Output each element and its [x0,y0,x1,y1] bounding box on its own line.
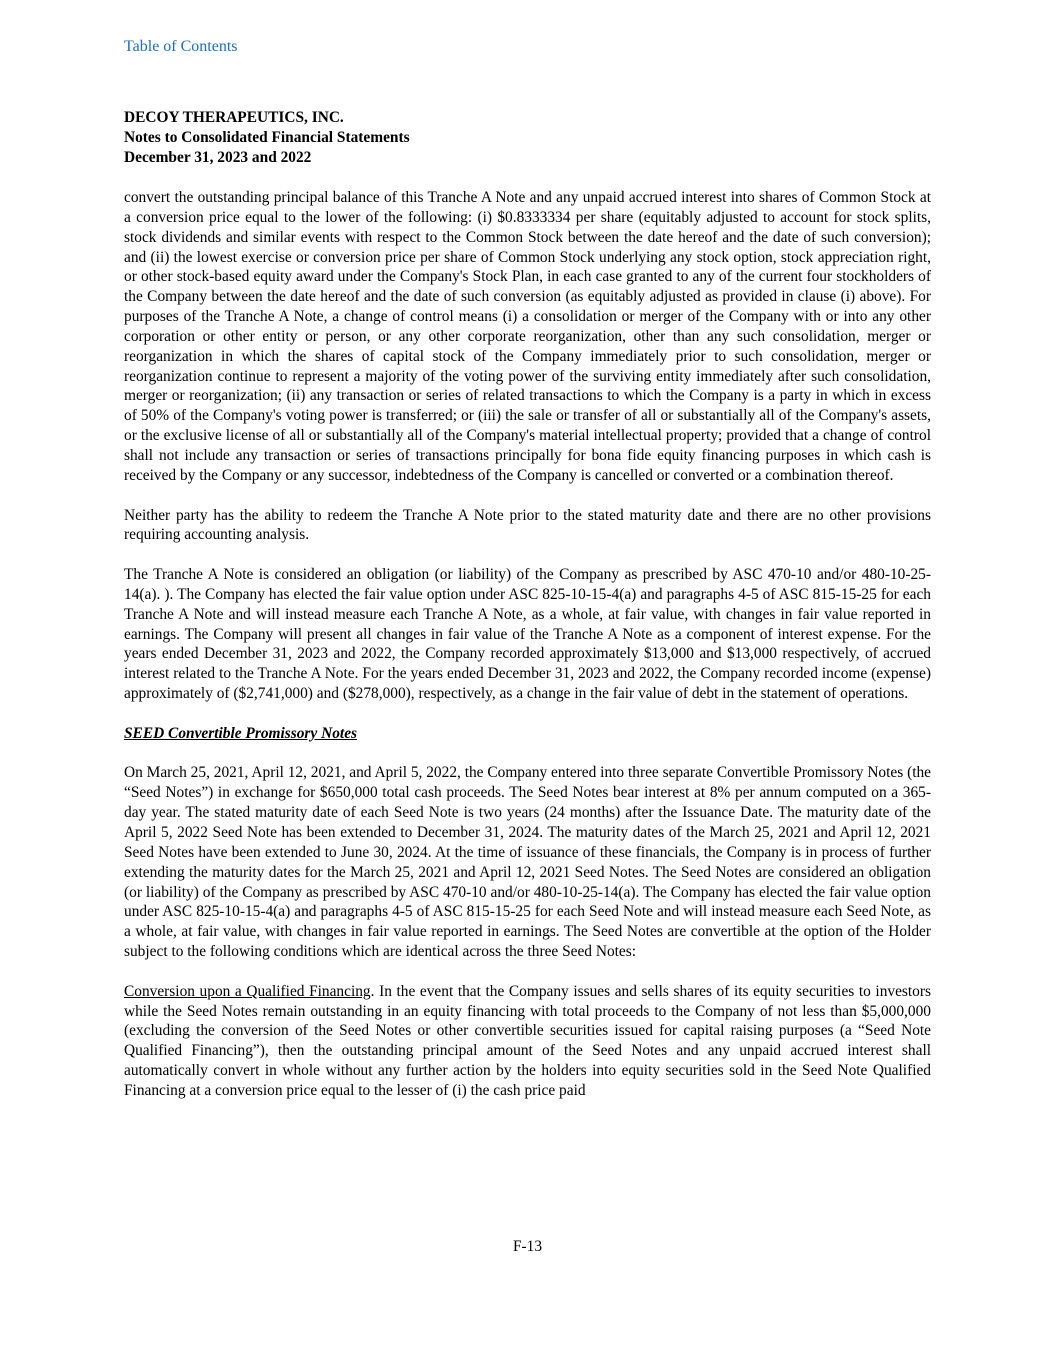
company-name: DECOY THERAPEUTICS, INC. [124,109,344,126]
document-header [124,108,931,168]
table-of-contents-link[interactable]: Table of Contents [124,38,238,55]
page-number: F-13 [512,1238,543,1255]
paragraph-qualified-financing [124,982,931,1101]
paragraph-seed-notes-overview: On March 25, 2021, April 12, 2021, and April 5, 2022, the Company entered into three separate Convertible Promissory Notes (the “Seed Notes”) in exchange for $650,000 total cash proceeds. The Seed Notes bear interest at 8% per annum computed on a 365-day year. The stated maturity date of each Seed Note is two years (24 months) after the Issuance Date. The maturity date of the April 5, 2022 Seed Note has been extended to December 31, 2024. The maturity dates of the March 25, 2021 and April 12, 2021 Seed Notes have been extended to June 30, 2024. At the time of issuance of these financials, the Company is in process of further extending the maturity dates for the March 25, 2021 and April 12, 2021 Seed Notes. The Seed Notes are considered an obligation (or liability) of the Company as prescribed by ASC 470-10 and/or 480-10-25-14(a). The Company has elected the fair value option under ASC 825-10-15-4(a) and paragraphs 4-5 of ASC 815-15-25 for each Seed Note and will instead measure each Seed Note, as a whole, at fair value, with changes in fair value reported in earnings. The Seed Notes are convertible at the option of the Holder subject to the following conditions which are identical across the three Seed Notes: [124,764,932,961]
qualified-financing-term: Conversion upon a Qualified Financing [124,982,371,1000]
paragraph-tranche-a-conversion: convert the outstanding principal balance of this Tranche A Note and any unpaid accrued interest into shares of Common Stock at a conversion price equal to the lower of the following: (i) $0.8333334 per share (equitably adjusted to account for stock splits, stock dividends and similar events with respect to the Common Stock between the date hereof and the date of such conversion); and (ii) the lowest exercise or conversion price per share of Common Stock underlying any stock option, stock appreciation right, or other stock-based equity award under the Company's Stock Plan, in each case granted to any of the current four stockholders of the Company between the date hereof and the date of such conversion (as equitably adjusted as provided in clause (i) above). For purposes of the Tranche A Note, a change of control means (i) a consolidation or merger of the Company with or into any other corporation or other entity or person, or any other corporate reorganization, other than any such consolidation, merger or reorganization in which the shares of capital stock of the Company immediately prior to such consolidation, merger or reorganization continue to represent a majority of the voting power of the surviving entity immediately after such consolidation, merger or reorganization; (ii) any transaction or series of related transactions to which the Company is a party in which in excess of 50% of the Company's voting power is transferred; or (iii) the sale or transfer of all or substantially all of the Company's assets, or the exclusive license of all or substantially all of the Company's material intellectual property; provided that a change of control shall not include any transaction or series of transactions principally for bona fide equity financing purposes in which cash is received by the Company or any successor, indebtedness of the Company is cancelled or converted or a combination thereof. [124,189,931,484]
section-heading-seed-notes: SEED Convertible Promissory Notes [124,724,358,742]
qualified-financing-text: . In the event that the Company issues and sells shares of its equity securities to investors while the Seed Notes remain outstanding in an equity financing with total proceeds to the Company of not less than $5,000,000 (excluding the conversion of the Seed Notes or other convertible securities issued for capital raising purposes (a “Seed Note Qualified Financing”), then the outstanding principal amount of the Seed Notes and any unpaid accrued interest shall automatically convert in whole without any further action by the holders into equity securities sold in the Seed Note Qualified Financing at a conversion price equal to the lesser of (i) the cash price paid [124,982,931,1099]
paragraph-tranche-a-accounting: The Tranche A Note is considered an obligation (or liability) of the Company as prescribed by ASC 470-10 and/or 480-10-25-14(a). ). The Company has elected the fair value option under ASC 825-10-15-4(a) and paragraphs 4-5 of ASC 815-15-25 for each Tranche A Note and will instead measure each Tranche A Note, as a whole, at fair value, with changes in fair value reported in earnings. The Company will present all changes in fair value of the Tranche A Note as a component of interest expense. For the years ended December 31, 2023 and 2022, the Company recorded approximately $13,000 and $13,000 respectively, of accrued interest related to the Tranche A Note. For the years ended December 31, 2023 and 2022, the Company recorded income (expense) approximately of ($2,741,000) and ($278,000), respectively, as a change in the fair value of debt in the statement of operations. [124,566,931,703]
statement-period: December 31, 2023 and 2022 [124,149,312,166]
statement-title: Notes to Consolidated Financial Statements [124,129,410,146]
paragraph-tranche-a-redemption: Neither party has the ability to redeem the Tranche A Note prior to the stated maturity date and there are no other provisions requiring accounting analysis. [124,506,931,544]
document-body [124,108,931,1121]
